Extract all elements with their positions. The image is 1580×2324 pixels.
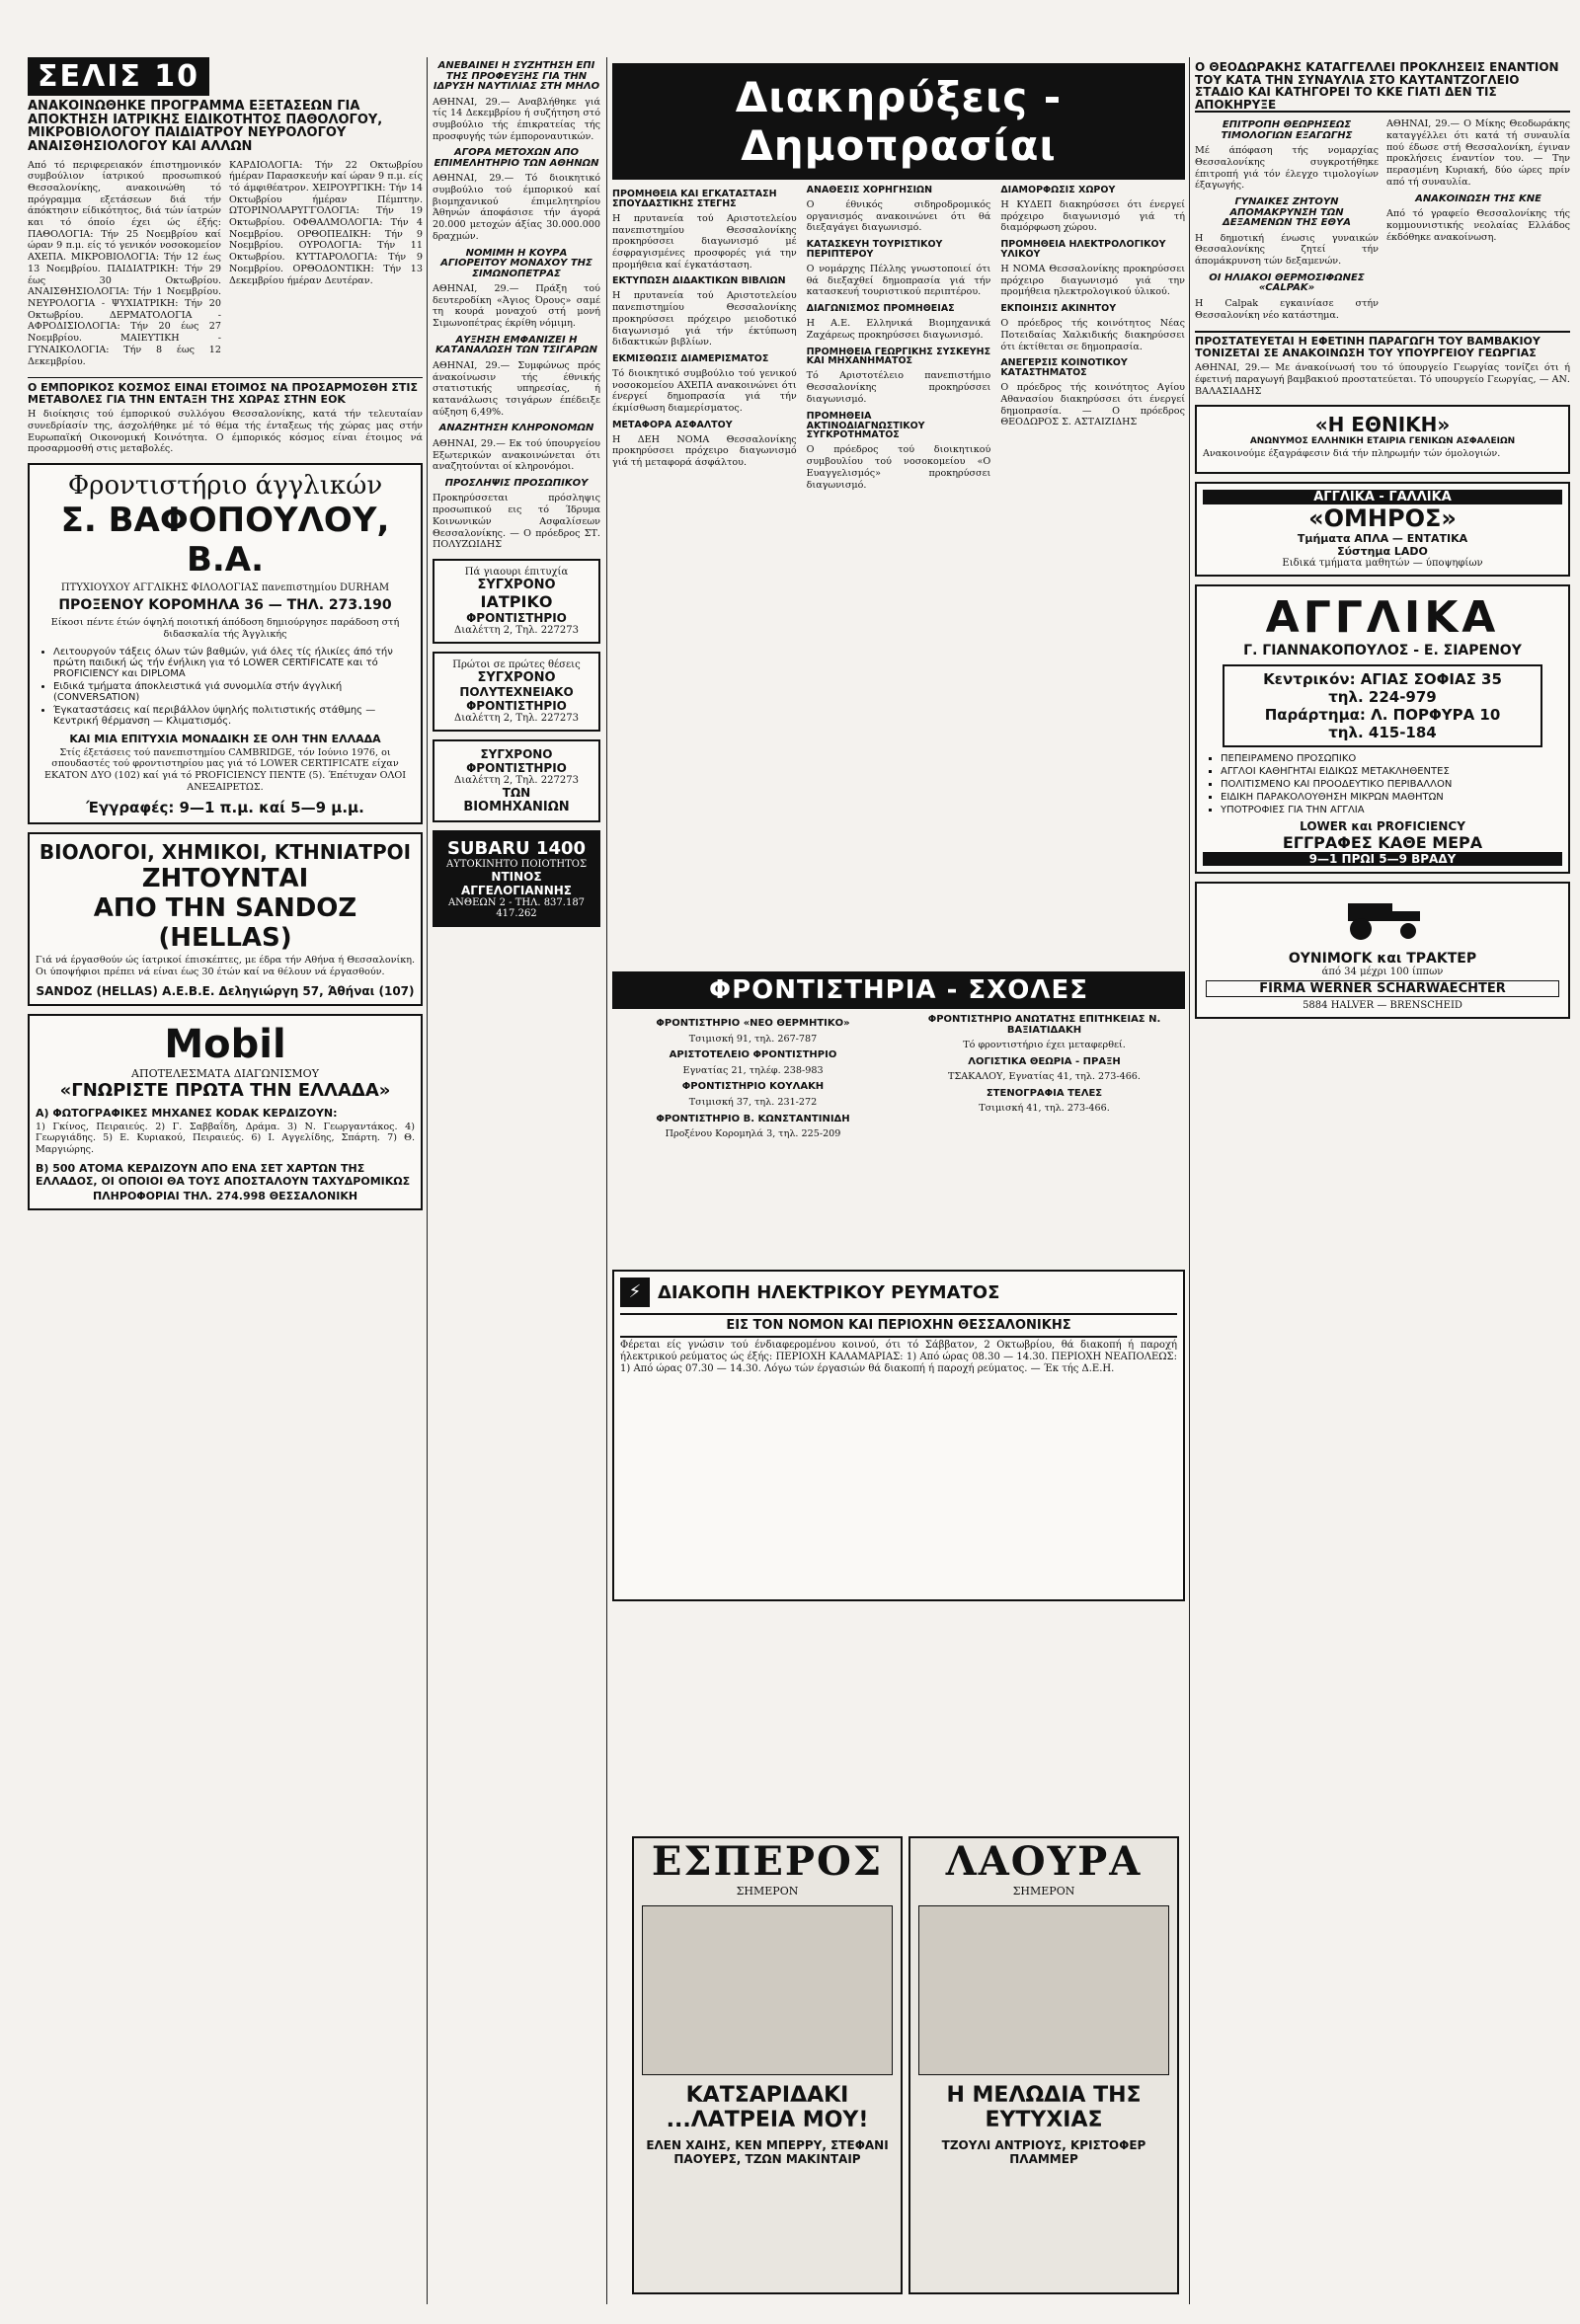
lightning-icon: ⚡ (620, 1278, 650, 1307)
article-women: Η δημοτική ένωσις γυναικών Θεσσαλονίκης ζητεί τήν άπομάκρυνση τών δεξαμενών. (1195, 232, 1379, 268)
ad-vafopoulou-bullet: • Λειτουργούν τάξεις όλων τών βαθμών, γιά όλες τίς ήλικίες άπό τήν πρώτη παιδική ώς τήν ένήλικη για τό LOWER CERTIFICATE και τό PROFICIENCY και DIPLOMA (53, 647, 415, 679)
tender-body: Η ΝΟΜΑ Θεσσαλονίκης προκηρύσσει πρόχειρο διαγωνισμό γιά την προμήθεια ηλεκτρολογικού ύλικού. (1000, 264, 1185, 298)
ad-mobil-sub: ΑΠΟΤΕΛΕΣΜΑΤΑ ΔΙΑΓΩΝΙΣΜΟΥ (131, 1066, 319, 1080)
tender-item (1000, 304, 1185, 352)
ad-vafopoulou-bullet: • Έγκαταστάσεις καί περιβάλλον ύψηλής πολιτιστικής στάθμης — Κεντρική θέρμανση — Κλιματισμός. (53, 705, 415, 727)
article-exams-part1: Από τό περιφερειακόν έπιστημονικόν συμβούλιον ίατρικού προσωπικού Θεσσαλονίκης, ανακοινώθη τό πρόγραμμα εξετάσεων διά τήν άπόκτησιν είδικότητος, διά τών ίατρών και τό όποίο έχει ώς έξής: ΠΑΘΟΛΟΓΙΑ: Τήν 25 Νοεμβρίου καί ώραν 9 π.μ. είς τό γενικόν νοσοκομείον ΑΧΕΠΑ. ΜΙΚΡΟΒΙΟΛΟΓΙΑ: Τήν 12 έως 13 Νοεμβρίου. ΠΑΙΔΙΑΤΡΙΚΗ: Τήν 29 έως 30 Οκτωβρίου. ΑΝΑΙΣΘΗΣΙΟΛΟΓΙΑ: Τήν 1 Νοεμβρίου. ΝΕΥΡΟΛΟΓΙΑ - ΨΥΧΙΑΤΡΙΚΗ: Τήν 20 Οκτωβρίου. ΔΕΡΜΑΤΟΛΟΓΙΑ - ΑΦΡΟΔΙΣΙΟΛΟΓΙΑ: Τήν 20 έως 27 Νοεμβρίου. ΜΑΙΕΥΤΙΚΗ - ΓΥΝΑΙΚΟΛΟΓΙΑ: Τήν 8 έως 12 Δεκεμβρίου. (28, 159, 221, 367)
ad-omiros-line: Σύστημα LADO (1337, 545, 1428, 559)
tender-heading: ΠΡΟΜΗΘΕΙΑ ΓΕΩΡΓΙΚΗΣ ΣΥΣΚΕΥΗΣ ΚΑΙ ΜΗΧΑΝΗΜΑΤΟΣ (806, 346, 991, 367)
headline-heirs: ΑΝΑΖΗΤΗΣΗ ΚΛΗΡΟΝΟΜΩΝ (438, 423, 594, 434)
tender-item (1000, 358, 1185, 428)
ad-giannak-sub: Γ. ΓΙΑΝΝΑΚΟΠΟΥΛΟΣ - Ε. ΣΙΑΡΕΝΟΥ (1243, 643, 1522, 659)
column-divider (606, 57, 607, 2304)
ad-omiros-top: ΑΓΓΛΙΚΑ - ΓΑΛΛΙΚΑ (1203, 490, 1562, 504)
ad-omiros-line: Τμήματα ΑΠΛΑ — ΕΝΤΑΤΙΚΑ (1297, 532, 1468, 546)
headline-cotton: ΠΡΟΣΤΑΤΕΥΕΤΑΙ Η ΕΦΕΤΙΝΗ ΠΑΡΑΓΩΓΗ ΤΟΥ ΒΑΜΒΑΚΙΟΥ ΤΟΝΙΖΕΤΑΙ ΣΕ ΑΝΑΚΟΙΝΩΣΗ ΤΟΥ ΥΠΟΥΡΓΕΙΟΥ ΓΕΩΡΓΙΑΣ (1195, 331, 1570, 358)
ad-ethniki-title: «Η ΕΘΝΙΚΗ» (1314, 413, 1451, 437)
ad-polytechn-line: Διαλέττη 2, Τηλ. 227273 (454, 712, 579, 724)
cinema-esperos-cast: ΕΛΕΝ ΧΑΙΗΣ, ΚΕΝ ΜΠΕΡΡΥ, ΣΤΕΦΑΝΙ ΠΑΟΥΕΡΣ, ΤΖΩΝ ΜΑΚΙΝΤΑΙΡ (646, 2138, 889, 2166)
school-body: ΤΣΑΚΑΛΟΥ, Εγνατίας 41, τηλ. 273-466. (948, 1071, 1141, 1083)
tender-item (612, 276, 797, 348)
headline-theodorakis: Ο ΘΕΟΔΩΡΑΚΗΣ ΚΑΤΑΓΓΕΛΛΕΙ ΠΡΟΚΛΗΣΕΙΣ ΕΝΑΝΤΙΟΝ ΤΟΥ ΚΑΤΑ ΤΗΝ ΣΥΝΑΥΛΙΑ ΣΤΟ ΚΑΥΤΑΝΤΖΟΓΛΕΙΟ ΣΤΑΔΙΟ ΚΑΙ ΚΑΤΗΓΟΡΕΙ ΤΟ ΚΚΕ ΓΙΑΤΙ ΔΕΝ ΤΙΣ ΑΠΟΚΗΡΥΞΕ (1195, 61, 1570, 113)
tender-heading: ΜΕΤΑΦΟΡΑ ΑΣΦΑΛΤΟΥ (612, 419, 733, 430)
tender-body: Η Α.Ε. Ελληνικά Βιομηχανικά Ζαχάρεως προκηρύσσει διαγωνισμό. (806, 318, 991, 341)
ad-giannak-phone: τηλ. 224-979 (1328, 688, 1437, 707)
school-item (612, 1115, 894, 1140)
ad-giannakopoulos (1195, 584, 1570, 874)
ad-sandoz-line3: ΑΠΟ ΤΗΝ SANDOZ (HELLAS) (93, 893, 357, 954)
ad-giannak-item: ▪ ΑΓΓΛΟΙ ΚΑΘΗΓΗΤΑΙ ΕΙΔΙΚΩΣ ΜΕΤΑΚΛΗΘΕΝΤΕΣ (1221, 766, 1562, 777)
power-cut-text: Φέρεται είς γνώσιν τού ένδιαφερομένου κοινού, ότι τό Σάββατον, 2 Οκτωβρίου, θά διακοπή ή παροχή ήλεκτρικού ρεύματος ώς έξής: ΠΕΡΙΟΧΗ ΚΑΛΑΜΑΡΙΑΣ: 1) Από ώρας 08.30 — 14.30. ΠΕΡΙΟΧΗ ΝΕΑΠΟΛΕΩΣ: 1) Από ώρας 07.30 — 14.30. Λόγω τών έργασιών θά διακοπή ή παροχή ρεύματος. — Έκ τής Δ.Ε.Η. (620, 1340, 1177, 1375)
film-poster-image (642, 1905, 893, 2075)
tender-item (612, 421, 797, 469)
ad-sandoz-address: SANDOZ (HELLAS) A.E.B.E. Δεληγιώργη 57, Άθήναι (107) (36, 983, 415, 998)
ad-subaru (433, 830, 600, 927)
ad-subaru-line: ΑΝΘΕΩΝ 2 - ΤΗΛ. 837.187 (447, 896, 586, 908)
ad-sandoz-text: Γιά νά έργασθούν ώς ίατρικοί έπισκέπτες, με έδρα τήν Αθήνα ή Θεσσαλονίκη. Οι ύποψήφιοι πρέπει νά είναι έως 30 έτών καί να θέλουν νά έργασθούν. (36, 955, 415, 978)
cinema-laoura (908, 1836, 1179, 2294)
cinema-esperos (632, 1836, 903, 2294)
ad-mobil-item: Α) ΦΩΤΟΓΡΑΦΙΚΕΣ ΜΗΧΑΝΕΣ KODAK ΚΕΡΔΙΖΟΥΝ: (36, 1106, 338, 1120)
ad-sandoz (28, 832, 423, 1005)
ad-mobil-brand: Mobil (164, 1021, 286, 1067)
ad-sandoz-line2: ΖΗΤΟΥΝΤΑΙ (141, 864, 309, 894)
tender-heading: ΔΙΑΓΩΝΙΣΜΟΣ ΠΡΟΜΗΘΕΙΑΣ (806, 303, 955, 315)
tender-heading: ΠΡΟΜΗΘΕΙΑ ΗΛΕΚΤΡΟΛΟΓΙΚΟΥ ΥΛΙΚΟΥ (1000, 239, 1166, 261)
cinema-esperos-sub: ΣΗΜΕΡΟΝ (736, 1885, 799, 1898)
tender-body: Η ΚΥΔΕΠ διακηρύσσει ότι ένεργεί πρόχειρο διαγωνισμό γιά τή διαμόρφωση χώρου. (1000, 198, 1185, 234)
headline-staff: ΠΡΟΣΛΗΨΙΣ ΠΡΟΣΩΠΙΚΟΥ (444, 477, 589, 489)
ad-vafopoulou-address: ΠΡΟΞΕΝΟΥ ΚΟΡΟΜΗΛΑ 36 — ΤΗΛ. 273.190 (58, 597, 392, 614)
tender-body: Τό Αριστοτέλειο πανεπιστήμιο Θεσσαλονίκης προκηρύσσει διαγωνισμό. (806, 370, 991, 405)
ad-giannak-branch: Παράρτημα: Λ. ΠΟΡΦΥΡΑ 10 (1264, 706, 1501, 725)
school-heading: ΦΡΟΝΤΙΣΤΗΡΙΟ «ΝΕΟ ΘΕΡΜΗΤΙΚΟ» (656, 1018, 850, 1029)
tender-item (807, 304, 991, 341)
ad-omiros-title: «ΟΜΗΡΟΣ» (1308, 504, 1457, 533)
ad-giannak-phone: τηλ. 415-184 (1328, 724, 1437, 742)
ad-mobil (28, 1014, 423, 1210)
notice-power-cut (612, 1270, 1185, 1601)
tender-body: Τό διοικητικό συμβούλιο τού γενικού νοσοκομείου ΑΧΕΠΑ ανακοινώνει ότι ένεργεί δημοπρασία γιά τήν έκμίσθωση διαμερίσματος. (612, 367, 797, 415)
ad-vafopoulou-text: Είκοσι πέντε έτών όψηλή ποιοτική άπόδοση δημιούργησε παράδοση στή διδασκαλία τής Άγγλικής (50, 617, 400, 640)
tender-heading: ΔΙΑΜΟΡΦΩΣΙΣ ΧΩΡΟΥ (1000, 186, 1116, 195)
school-body: Προξένου Κορομηλά 3, τηλ. 225-209 (665, 1128, 841, 1140)
ad-polytechn-line: ΦΡΟΝΤΙΣΤΗΡΙΟ (466, 698, 567, 713)
ad-giannak-reg: ΕΓΓΡΑΦΕΣ ΚΑΘΕ ΜΕΡΑ (1282, 833, 1483, 853)
ad-subaru-line: ΑΥΤΟΚΙΝΗΤΟ ΠΟΙΟΤΗΤΟΣ (445, 858, 588, 870)
tender-body: Ο νομάρχης Πέλλης γνωστοποιεί ότι θά διεξαχθεί δημοπρασία γιά τήν κατασκευή τουριστικού περιπτέρου. (806, 264, 991, 298)
article-committee: Μέ άπόφαση τής νομαρχίας Θεσσαλονίκης συγκροτήθηκε έπιτροπή γιά τόν έλεγχο τιμολογίων έξαγωγής. (1195, 145, 1379, 192)
school-heading: ΑΡΙΣΤΟΤΕΛΕΙΟ ΦΡΟΝΤΙΣΤΗΡΙΟ (669, 1049, 837, 1061)
section-banner-tenders: Διακηρύξεις - Δημοπρασίαι (612, 63, 1185, 180)
tender-body: Ο πρόεδρος τής κοινότητος Νέας Ποτειδαίας Χαλκιδικής διακηρύσσει ότι έκτίθεται σε δημοπρασία. (1000, 318, 1185, 352)
headline-milos: ΑΝΕΒΑΙΝΕΙ Η ΣΥΖΗΤΗΣΗ ΕΠΙ ΤΗΣ ΠΡΟΦΕΥΞΗΣ ΓΙΑ ΤΗΝ ΙΔΡΥΣΗ ΝΑΥΤΙΛΙΑΣ ΣΤΗ ΜΗΛΟ (433, 60, 600, 92)
school-item (904, 1089, 1185, 1115)
article-exams-part2: ΚΑΡΔΙΟΛΟΓΙΑ: Τήν 22 Οκτωβρίου ήμέραν Παρασκευήν καί ώραν 9 π.μ. είς τό άμφιθέατρον. ΧΕΙΡΟΥΡΓΙΚΗ: Τήν 14 Οκτωβρίου ήμέραν Πέμπτην. ΩΤΟΡΙΝΟΛΑΡΥΓΓΟΛΟΓΙΑ: Τήν 19 Οκτωβρίου. ΟΦΘΑΛΜΟΛΟΓΙΑ: Τήν 4 Νοεμβρίου. ΟΡΘΟΠΕΔΙΚΗ: Τήν 9 Νοεμβρίου. ΟΥΡΟΛΟΓΙΑ: Τήν 11 Οκτωβρίου. ΚΥΤΤΑΡΟΛΟΓΙΑ: Τήν 9 Νοεμβρίου. ΟΡΘΟΔΟΝΤΙΚΗ: Τήν 13 Δεκεμβρίου ήμέραν Δευτέραν. (229, 159, 423, 286)
school-heading: ΛΟΓΙΣΤΙΚΑ ΘΕΩΡΙΑ - ΠΡΑΞΗ (968, 1055, 1121, 1067)
school-item (612, 1082, 894, 1108)
school-heading: ΦΡΟΝΤΙΣΤΗΡΙΟ ΑΝΩΤΑΤΗΣ ΕΠΙΤΗΚΕΙΑΣ Ν. ΒΑΞΙΑΤΙΔΑΚΗ (927, 1015, 1161, 1036)
headline-monk: ΝΟΜΙΜΗ Η ΚΟΥΡΑ ΑΓΙΟΡΕΙΤΟΥ ΜΟΝΑΧΟΥ ΤΗΣ ΣΙΜΩΝΟΠΕΤΡΑΣ (440, 247, 592, 279)
page-logo: ΣΕΛΙΣ 10 (28, 57, 423, 96)
tender-body: Ο πρόεδρος τού διοικητικού συμβουλίου τού νοσοκομείου «Ο Ευαγγελισμός» προκηρύσσει διαγωνισμό. (806, 444, 991, 491)
ad-vafopoulou-bullet: • Ειδικά τμήματα άποκλειστικά γιά συνομιλία στήν άγγλική (CONVERSATION) (53, 681, 415, 703)
ad-vafopoulou-sub: ΚΑΙ ΜΙΑ ΕΠΙΤΥΧΙΑ ΜΟΝΑΔΙΚΗ ΣΕ ΟΛΗ ΤΗΝ ΕΛΛΑΔΑ (69, 732, 381, 745)
ad-biomix (433, 739, 600, 822)
cinema-laoura-sub: ΣΗΜΕΡΟΝ (1012, 1885, 1075, 1898)
article-theodorakis: ΑΘΗΝΑΙ, 29.— Ο Μίκης Θεοδωράκης καταγγέλλει ότι κατά τή συναυλία πού έδωσε στή Θεσσαλονίκη, έγιναν προκλήσεις έναντίον του. — Την περασμένη Κυριακή, δύο ώρες πρίν από τή συναυλία. (1386, 118, 1570, 188)
ad-ethniki-text: Ανακοινούμε έξαγράφεσιν διά τήν πληρωμήν τών όμολογιών. (1203, 448, 1501, 460)
ad-polytechn-line: ΣΥΓΧΡΟΝΟ (477, 669, 556, 685)
column-2 (433, 57, 600, 2304)
headline-cigarettes: ΑΥΞΗΣΗ ΕΜΦΑΝΙΖΕΙ Η ΚΑΤΑΝΑΛΩΣΗ ΤΩΝ ΤΣΙΓΑΡΩΝ (435, 334, 597, 356)
ad-unimog (1195, 882, 1570, 1019)
tender-heading: ΕΚΠΟΙΗΣΙΣ ΑΚΙΝΗΤΟΥ (1000, 303, 1117, 315)
ad-unimog-firm: FIRMA WERNER SCHARWAECHTER (1206, 980, 1559, 997)
school-item (612, 1019, 894, 1045)
ad-omiros (1195, 482, 1570, 577)
tender-body: Η πρυτανεία τού Αριστοτελείου πανεπιστημίου Θεσσαλονίκης προκηρύσσει διαγωνισμό μέ έσφραγισμένες προσφορές γιά την προμήθεια καί έγκατάσταση. (612, 212, 797, 271)
tender-body: Η πρυτανεία τού Αριστοτελείου πανεπιστημίου Θεσσαλονίκης προκηρύσσει πρόχειρο μειοδοτικό διαγωνισμό γιά τήν έκτύπωση διδακτικών βιβλίων. (612, 290, 797, 349)
ad-unimog-addr: 5884 HALVER — BRENSCHEID (1303, 1000, 1462, 1012)
headline-kne: ΑΝΑΚΟΙΝΩΣΗ ΤΗΣ ΚΝΕ (1415, 193, 1541, 204)
tender-heading: ΑΝΑΘΕΣΙΣ ΧΟΡΗΓΗΣΙΩΝ (806, 186, 933, 195)
ad-iatriko-line: ΦΡΟΝΤΙΣΤΗΡΙΟ (466, 610, 567, 625)
ad-giannak-item: ▪ ΠΕΠΕΙΡΑΜΕΝΟ ΠΡΟΣΩΠΙΚΟ (1221, 753, 1562, 764)
article-shares: ΑΘΗΝΑΙ, 29.— Τό διοικητικό συμβούλιο τού έμπορικού καί βιομηχανικού έπιμελητηρίου Άθηνών άποφάσισε τήν άγορά 20.000 μετοχών άξίας 30.000.000 δραχμών. (433, 173, 600, 242)
school-heading: ΦΡΟΝΤΙΣΤΗΡΙΟ Β. ΚΩΝΣΤΑΝΤΙΝΙΔΗ (656, 1113, 850, 1124)
tender-heading: ΕΚΤΥΠΩΣΗ ΔΙΔΑΚΤΙΚΩΝ ΒΙΒΛΙΩΝ (612, 275, 786, 287)
headline-calpak: ΟΙ ΗΛΙΑΚΟΙ ΘΕΡΜΟΣΙΦΩΝΕΣ «CALPAK» (1209, 271, 1365, 294)
section-banner-schools: ΦΡΟΝΤΙΣΤΗΡΙΑ - ΣΧΟΛΕΣ (612, 971, 1185, 1009)
ad-mobil-phone: ΠΛΗΡΟΦΟΡΙΑΙ ΤΗΛ. 274.998 ΘΕΣΣΑΛΟΝΙΚΗ (92, 1189, 358, 1202)
tender-item (807, 348, 991, 406)
school-body: Εγνατίας 21, τηλέφ. 238-983 (682, 1064, 824, 1076)
tender-item (612, 190, 797, 271)
school-item (904, 1057, 1185, 1083)
ad-polytechn (433, 652, 600, 732)
school-body: Τσιμισκή 37, τηλ. 231-272 (688, 1096, 818, 1108)
tender-item (807, 240, 991, 298)
cinema-laoura-title: ΛΑΟΥΡΑ (945, 1838, 1143, 1885)
ad-giannak-exam: LOWER και PROFICIENCY (1300, 819, 1465, 834)
ad-subaru-line: 417.262 (496, 907, 537, 919)
ad-giannak-item: ▪ ΕΙΔΙΚΗ ΠΑΡΑΚΟΛΟΥΘΗΣΗ ΜΙΚΡΩΝ ΜΑΘΗΤΩΝ (1221, 792, 1562, 803)
column-divider (427, 57, 428, 2304)
column-1 (28, 57, 423, 2304)
cinema-esperos-title: ΕΣΠΕΡΟΣ (651, 1838, 884, 1885)
cinema-laoura-cast: ΤΖΟΥΛΙ ΑΝΤΡΙΟΥΣ, ΚΡΙΣΤΟΦΕΡ ΠΛΑΜΜΕΡ (941, 2138, 1146, 2166)
school-heading: ΦΡΟΝΤΙΣΤΗΡΙΟ ΚΟΥΛΑΚΗ (681, 1081, 825, 1093)
headline-shares: ΑΓΟΡΑ ΜΕΤΟΧΩΝ ΑΠΟ ΕΠΙΜΕΛΗΤΗΡΙΟ ΤΩΝ ΑΘΗΝΩΝ (434, 147, 599, 169)
ad-iatriko-line: ΙΑΤΡΙΚΟ (480, 591, 553, 611)
ad-vafopoulou-line2: ΠΤΥΧΙΟΥΧΟΥ ΑΓΓΛΙΚΗΣ ΦΙΛΟΛΟΓΙΑΣ πανεπιστημίου DURHAM (60, 582, 390, 594)
school-body: Τό φροντιστήριο έχει μεταφερθεί. (963, 1040, 1126, 1050)
tender-body: Ο έθνικός σιδηροδρομικός οργανισμός ανακοινώνει ότι θά διεξαγάγει διαγωνισμό. (806, 198, 991, 234)
headline-eoc: Ο ΕΜΠΟΡΙΚΟΣ ΚΟΣΜΟΣ ΕΙΝΑΙ ΕΤΟΙΜΟΣ ΝΑ ΠΡΟΣΑΡΜΟΣΘΗ ΣΤΙΣ ΜΕΤΑΒΟΛΕΣ ΓΙΑ ΤΗΝ ΕΝΤΑΞΗ ΤΗΣ ΧΩΡΑΣ ΣΤΗΝ ΕΟΚ (28, 377, 423, 405)
ad-ethniki-sub: ΑΝΩΝΥΜΟΣ ΕΛΛΗΝΙΚΗ ΕΤΑΙΡΙΑ ΓΕΝΙΚΩΝ ΑΣΦΑΛΕΙΩΝ (1249, 436, 1516, 447)
tender-heading: ΠΡΟΜΗΘΕΙΑ ΚΑΙ ΕΓΚΑΤΑΣΤΑΣΗ ΣΠΟΥΔΑΣΤΙΚΗΣ ΣΤΕΓΗΣ (612, 189, 777, 209)
ad-iatriko-line: Διαλέττη 2, Τηλ. 227273 (454, 624, 579, 636)
film-poster-image (918, 1905, 1169, 2075)
ad-mobil-list: 1) Γκίνος, Πειραιεύς. 2) Γ. Σαββαΐδη, Δράμα. 3) Ν. Γεωργαντάκος. 4) Γεωργιάδης. 5) Ε. Κυριακού, Πειραιεύς. 6) Ι. Αγγελίδης, Σπάρτη. 7) Θ. Μαργιώρης. (36, 1121, 415, 1156)
tender-heading: ΚΑΤΑΣΚΕΥΗ ΤΟΥΡΙΣΤΙΚΟΥ ΠΕΡΙΠΤΕΡΟΥ (806, 239, 943, 261)
ad-giannak-hours: 9—1 ΠΡΩΙ 5—9 ΒΡΑΔΥ (1203, 852, 1562, 866)
tender-heading: ΕΚΜΙΣΘΩΣΙΣ ΔΙΑΜΕΡΙΣΜΑΤΟΣ (612, 352, 769, 364)
tender-body: Ο πρόεδρος τής κοινότητος Αγίου Αθανασίου διακηρύσσει ότι ένεργεί δημοπρασία. — Ο πρόεδρος ΘΕΟΔΩΡΟΣ Σ. ΑΣΤΑΙΖΙΔΗΣ (1000, 382, 1185, 428)
ad-subaru-line: ΝΤΙΝΟΣ ΑΓΓΕΛΟΓΙΑΝΝΗΣ (461, 869, 572, 897)
column-divider (1189, 57, 1190, 2304)
article-staff: Προκηρύσσεται πρόσληψις προσωπικού εις τό Ίδρυμα Κοινωνικών Ασφαλίσεων Θεσσαλονίκης. — Ο πρόεδρος ΣΤ. ΠΟΛΥΖΩΙΔΗΣ (433, 493, 600, 551)
tender-heading: ΑΝΕΓΕΡΣΙΣ ΚΟΙΝΟΤΙΚΟΥ ΚΑΤΑΣΤΗΜΑΤΟΣ (1000, 357, 1128, 379)
ad-subaru-line: SUBARU 1400 (446, 837, 587, 859)
ad-vafopoulou-name: Σ. ΒΑΦΟΠΟΥΛΟΥ, Β.Α. (60, 501, 390, 581)
ad-unimog-text: άπό 34 μέχρι 100 ίππων (1321, 967, 1444, 978)
power-cut-sub: ΕΙΣ ΤΟΝ ΝΟΜΟΝ ΚΑΙ ΠΕΡΙΟΧΗΝ ΘΕΣΣΑΛΟΝΙΚΗΣ (620, 1313, 1177, 1338)
school-body: Τσιμισκή 41, τηλ. 273-466. (979, 1103, 1110, 1115)
ad-biomix-line: ΤΩΝ (502, 785, 531, 800)
power-cut-title: ΔΙΑΚΟΠΗ ΗΛΕΚΤΡΙΚΟΥ ΡΕΥΜΑΤΟΣ (658, 1281, 1000, 1303)
ad-ethniki (1195, 405, 1570, 474)
headline-women: ΓΥΝΑΙΚΕΣ ΖΗΤΟΥΝ ΑΠΟΜΑΚΡΥΝΣΗ ΤΩΝ ΔΕΞΑΜΕΝΩΝ ΤΗΣ ΕΘΥΑ (1223, 196, 1351, 229)
ad-biomix-line: ΒΙΟΜΗΧΑΝΙΩΝ (463, 799, 570, 814)
school-item (904, 1015, 1185, 1051)
ad-mobil-foot: Β) 500 ΑΤΟΜΑ ΚΕΡΔΙΖΟΥΝ ΑΠΟ ΕΝΑ ΣΕΤ ΧΑΡΤΩΝ ΤΗΣ ΕΛΛΑΔΟΣ, ΟΙ ΟΠΟΙΟΙ ΘΑ ΤΟΥΣ ΑΠΟΣΤΑΛΟΥΝ ΤΑΧΥΔΡΟΜΙΚΩΣ (36, 1161, 411, 1188)
ad-iatriko-line: Πά γιαουρι έπιτυχία (464, 566, 569, 578)
article-calpak: Η Calpak εγκαινίασε στήν Θεσσαλονίκη νέο κατάστημα. (1195, 297, 1379, 321)
headline-exams: ΑΝΑΚΟΙΝΩΘΗΚΕ ΠΡΟΓΡΑΜΜΑ ΕΞΕΤΑΣΕΩΝ ΓΙΑ ΑΠΟΚΤΗΣΗ ΙΑΤΡΙΚΗΣ ΕΙΔΙΚΟΤΗΤΟΣ ΠΑΘΟΛΟΓΟΥ, ΜΙΚΡΟΒΙΟΛΟΓΟΥ ΠΑΙΔΙΑΤΡΟΥ ΝΕΥΡΟΛΟΓΟΥ ΑΝΑΙΣΘΗΣΙΟΛΟΓΟΥ ΚΑΙ ΑΛΛΩΝ (28, 99, 383, 154)
article-monk: ΑΘΗΝΑΙ, 29.— Πράξη τού δευτεροδίκη «Άγιος Όρους» σαμέ τη κουρά μοναχού στή μονή Σιμωνοπέτρας έκρίθη νόμιμη. (433, 283, 600, 330)
ad-polytechn-line: ΠΟΛΥΤΕΧΝΕΙΑΚΟ (459, 684, 574, 699)
ad-giannak-center: Κεντρικόν: ΑΓΙΑΣ ΣΟΦΙΑΣ 35 (1263, 670, 1502, 689)
schools-list (612, 1015, 1185, 1262)
tender-body: Η ΔΕΗ ΝΟΜΑ Θεσσαλονίκης προκηρύσσει πρόχειρο διαγωνισμό γιά τή μεταφορά άσφάλτου. (612, 433, 797, 469)
ad-vafopoulou-subtext: Στίς έξετάσεις τού πανεπιστημίου CAMBRIDGE, τόν Ιούνιο 1976, οι σπουδαστές τού φροντιστηρίου μας γιά τό LOWER CERTIFICATE είχαν ΕΚΑΤΟΝ ΔΥΟ (102) καί γιά τό PROFICIENCY ΠΕΝΤΕ (5). Έπέτυχαν ΟΛΟΙ ΑΝΕΞΑΙΡΕΤΩΣ. (43, 746, 407, 793)
article-kne: Από τό γραφείο Θεσσαλονίκης τής κομμουνιστικής νεολαίας Ελλάδος έκδόθηκε ανακοίνωση. (1386, 208, 1570, 243)
ad-unimog-title: ΟΥΝΙΜΟΓΚ και ΤΡΑΚΤΕΡ (1288, 951, 1477, 968)
school-heading: ΣΤΕΝΟΓΡΑΦΙΑ ΤΕΛΕΣ (986, 1087, 1103, 1099)
ad-omiros-line: Ειδικά τμήματα μαθητών — ύποψηφίων (1282, 558, 1483, 570)
ad-vafopoulou-line1: Φροντιστήριο άγγλικών (67, 471, 383, 502)
ad-vafopoulou-hours: Έγγραφές: 9—1 π.μ. καί 5—9 μ.μ. (86, 799, 364, 817)
ad-mobil-title: «ΓΝΩΡΙΣΤΕ ΠΡΩΤΑ ΤΗΝ ΕΛΛΑΔΑ» (59, 1079, 391, 1101)
ad-giannak-item: ▪ ΠΟΛΙΤΙΣΜΕΝΟ ΚΑΙ ΠΡΟΟΔΕΥΤΙΚΟ ΠΕΡΙΒΑΛΛΟΝ (1221, 779, 1562, 790)
ad-polytechn-line: Πρώτοι σε πρώτες θέσεις (452, 658, 581, 670)
tender-heading: ΠΡΟΜΗΘΕΙΑ ΑΚΤΙΝΟΔΙΑΓΝΩΣΤΙΚΟΥ ΣΥΓΚΡΟΤΗΜΑΤΟΣ (806, 410, 925, 441)
ad-sandoz-line1: ΒΙΟΛΟΓΟΙ, ΧΗΜΙΚΟΙ, ΚΤΗΝΙΑΤΡΟΙ (39, 840, 412, 865)
tender-item (612, 354, 797, 415)
tender-item (1000, 186, 1185, 234)
article-cotton: ΑΘΗΝΑΙ, 29.— Με άνακοίνωσή του τό ύπουργείο Γεωργίας τονίζει ότι ή έφετινή παραγωγή βαμβακιού προστατεύεται. Τό υπουργείο Γεωργίας, — ΑΝ. ΒΑΛΑΣΙΑΔΗΣ (1195, 362, 1570, 397)
tender-item (1000, 240, 1185, 298)
column-4 (1195, 57, 1570, 2304)
article-heirs: ΑΘΗΝΑΙ, 29.— Εκ τού ύπουργείου Εξωτερικών ανακοινώνεται ότι αναζητούνται οί κληρονόμοι. (433, 437, 600, 473)
tractor-icon (1333, 893, 1432, 943)
ad-giannak-item: ▪ ΥΠΟΤΡΟΦΙΕΣ ΓΙΑ ΤΗΝ ΑΓΓΛΙΑ (1221, 805, 1562, 815)
cinema-esperos-film: ΚΑΤΣΑΡΙΔΑΚΙ ...ΛΑΤΡΕΙΑ ΜΟΥ! (666, 2083, 869, 2132)
ad-biomix-line: Διαλέττη 2, Τηλ. 227273 (454, 774, 579, 786)
tender-item (807, 412, 991, 492)
tender-item (807, 186, 991, 234)
ad-giannak-title: ΑΓΓΛΙΚΑ (1265, 592, 1500, 644)
article-eoc: Η διοίκησις τού έμπορικού συλλόγου Θεσσαλονίκης, κατά τήν τελευταίαν συνεδρίασίν της, άσχολήθηκε μέ τό θέμα τής ένταξεως τής χώρας μας στήν Ευρωπαϊκή Οικονομική Κοινότητα. Ο έμπορικός κόσμος είναι έτοιμος νά προσαρμοσθή στις μεταβολές. (28, 409, 423, 455)
school-item (612, 1050, 894, 1076)
ad-iatriko (433, 559, 600, 644)
school-body: Τσιμισκή 91, τηλ. 267-787 (688, 1033, 818, 1045)
cinema-laoura-film: Η ΜΕΛΩΔΙΑ ΤΗΣ ΕΥΤΥΧΙΑΣ (946, 2083, 1142, 2132)
ad-iatriko-line: ΣΥΓΧΡΟΝΟ (477, 577, 556, 592)
article-milos: ΑΘΗΝΑΙ, 29.— Αναβλήθηκε γιά τίς 14 Δεκεμβρίου ή συζήτηση στό συμβούλιο τής έπικρατείας τής προσφυγής τών έμποροναυτικών. (433, 96, 600, 142)
article-cigarettes: ΑΘΗΝΑΙ, 29.— Συμφώνως πρός άνακοίνωσιν τής έθνικής στατιστικής υπηρεσίας, ή κατανάλωσις τσιγάρων έπέδειξε αύξηση 6,49%. (433, 359, 600, 418)
ad-vafopoulou (28, 463, 423, 824)
tenders-list (612, 186, 1185, 966)
ad-biomix-line: ΣΥΓΧΡΟΝΟ ΦΡΟΝΤΙΣΤΗΡΙΟ (466, 746, 567, 775)
headline-committee: ΕΠΙΤΡΟΠΗ ΘΕΩΡΗΣΕΩΣ ΤΙΜΟΛΟΓΙΩΝ ΕΞΑΓΩΓΗΣ (1221, 119, 1353, 141)
